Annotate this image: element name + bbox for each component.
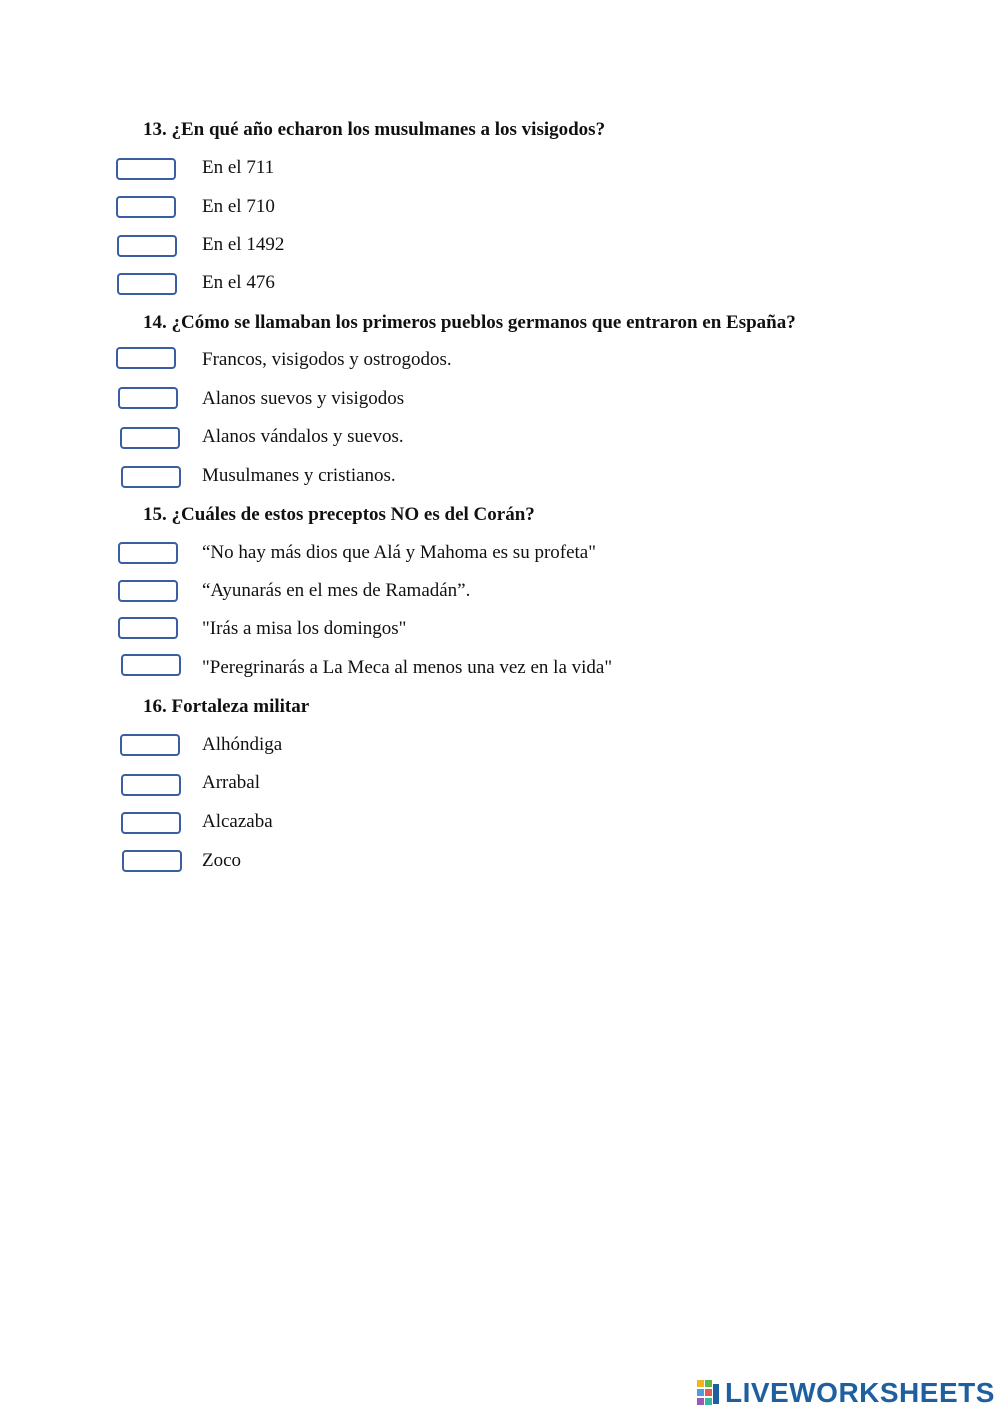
option-label: "Irás a misa los domingos"	[202, 618, 407, 639]
answer-box[interactable]	[120, 734, 180, 756]
option-label: Alanos vándalos y suevos.	[202, 426, 404, 447]
option-label: En el 711	[202, 157, 275, 178]
answer-box[interactable]	[118, 542, 178, 564]
option-label: Alanos suevos y visigodos	[202, 388, 405, 409]
brand-name: LIVEWORKSHEETS	[725, 1377, 995, 1408]
brand-logo	[697, 1378, 995, 1408]
option-label: Musulmanes y cristianos.	[202, 465, 396, 486]
answer-box[interactable]	[118, 617, 178, 639]
answer-box[interactable]	[118, 580, 178, 602]
answer-box[interactable]	[121, 466, 181, 488]
option-label: “Ayunarás en el mes de Ramadán”.	[202, 580, 471, 601]
answer-box[interactable]	[120, 427, 180, 449]
answer-box[interactable]	[118, 387, 178, 409]
answer-box[interactable]	[117, 273, 177, 295]
question-title: 13. ¿En qué año echaron los musulmanes a los visigodos?	[143, 119, 606, 140]
option-label: Zoco	[202, 850, 242, 871]
answer-box[interactable]	[122, 850, 182, 872]
question-title: 16. Fortaleza militar	[143, 696, 310, 717]
answer-box[interactable]	[116, 347, 176, 369]
answer-box[interactable]	[121, 812, 181, 834]
option-label: En el 1492	[202, 234, 285, 255]
answer-box[interactable]	[116, 196, 176, 218]
answer-box[interactable]	[121, 774, 181, 796]
option-label: Francos, visigodos y ostrogodos.	[202, 349, 452, 370]
option-label: “No hay más dios que Alá y Mahoma es su profeta"	[202, 542, 596, 563]
question-title: 15. ¿Cuáles de estos preceptos NO es del Corán?	[143, 504, 535, 525]
answer-box[interactable]	[121, 654, 181, 676]
grid-logo-icon	[697, 1380, 721, 1406]
option-label: Arrabal	[202, 772, 261, 793]
option-label: Alhóndiga	[202, 734, 283, 755]
option-label: En el 710	[202, 196, 275, 217]
answer-box[interactable]	[116, 158, 176, 180]
option-label: "Peregrinarás a La Meca al menos una vez en la vida"	[202, 657, 613, 678]
answer-box[interactable]	[117, 235, 177, 257]
option-label: En el 476	[202, 272, 275, 293]
option-label: Alcazaba	[202, 811, 273, 832]
question-title: 14. ¿Cómo se llamaban los primeros pueblos germanos que entraron en España?	[143, 312, 796, 333]
